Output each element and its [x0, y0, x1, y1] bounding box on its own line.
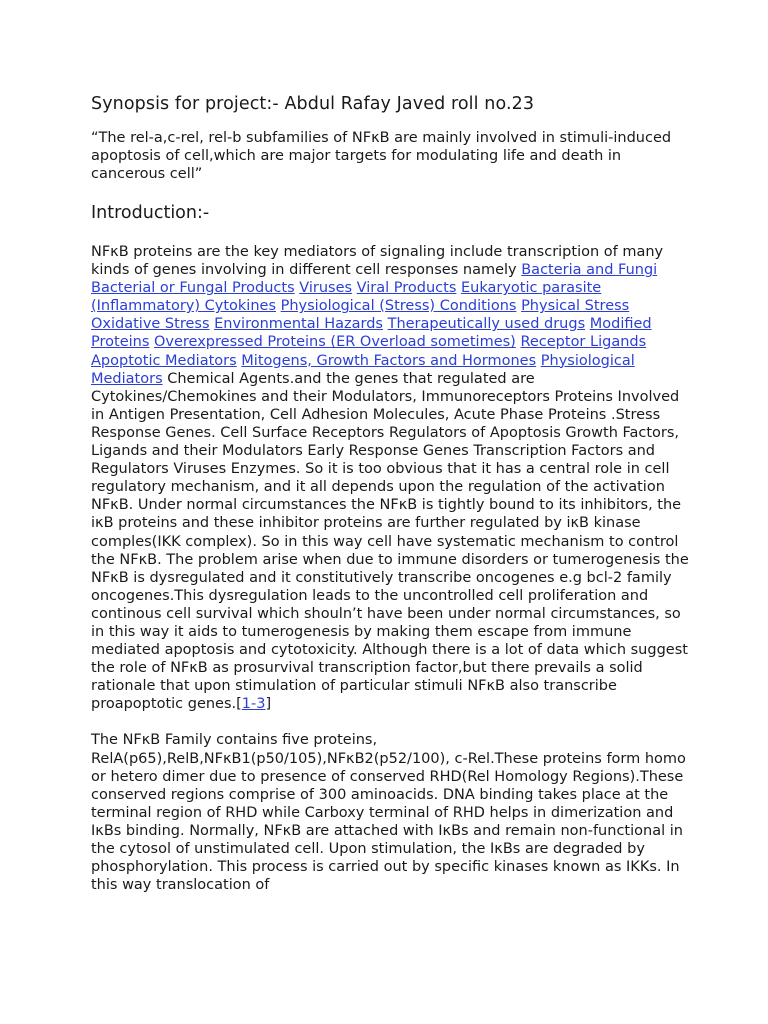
- link-viral-products[interactable]: Viral Products: [356, 280, 457, 297]
- document-title: Synopsis for project:- Abdul Rafay Javed roll no.23: [91, 94, 535, 114]
- link-eukaryotic-parasite[interactable]: Eukaryotic parasite: [461, 280, 602, 297]
- link-physiological-stress-conditions[interactable]: Physiological (Stress) Conditions: [280, 298, 517, 315]
- link-modified-proteins[interactable]: Modified Proteins: [91, 316, 652, 351]
- link-environmental-hazards[interactable]: Environmental Hazards: [214, 316, 383, 333]
- link-oxidative-stress[interactable]: Oxidative Stress: [91, 316, 210, 333]
- link-mitogens-growth-factors-hormones[interactable]: Mitogens, Growth Factors and Hormones: [241, 352, 537, 369]
- nfkb-family-paragraph: The NFκB Family contains five proteins, RelA(p65),RelB,NFκB1(p50/105),NFκB2(p52/100), c-Rel.These proteins form homo or hetero dimer due to presence of conserved RHD(Rel Homology Regions).These conserved regions comprise of 300 aminoacids. DNA binding takes place at the terminal region of RHD while Carboxy terminal of RHD helps in dimerization and IκBs binding. Normally, NFκB are attached with IκBs and remain non-functional in the cytosol of unstimulated cell. Upon stimulation, the IκBs are degraded by phosphorylation. This process is carried out by specific kinases known as IKKs. In this way translocation of: [91, 732, 686, 894]
- paragraph-text: NFκB proteins are the key mediators of signaling include transcription of many kinds of genes involving in different cell responses namely: [91, 244, 664, 279]
- link-physical-stress[interactable]: Physical Stress: [521, 298, 630, 315]
- link-inflammatory-cytokines[interactable]: (Inflammatory) Cytokines: [91, 298, 276, 315]
- citation-link[interactable]: 1-3: [241, 696, 266, 713]
- link-physiological-mediators[interactable]: Physiological Mediators: [91, 352, 635, 387]
- link-therapeutically-used-drugs[interactable]: Therapeutically used drugs: [387, 316, 586, 333]
- citation-bracket: ]: [265, 696, 272, 713]
- thesis-quote: “The rel-a,c-rel, rel-b subfamilies of NFκB are mainly involved in stimuli-induced apoptosis of cell,which are major targets for modulating life and death in cancerous cell”: [91, 130, 672, 182]
- link-overexpressed-proteins[interactable]: Overexpressed Proteins (ER Overload sometimes): [154, 334, 516, 351]
- document-body: [91, 92, 691, 912]
- link-bacterial-or-fungal-products[interactable]: Bacterial or Fungal Products: [91, 280, 295, 297]
- link-apoptotic-mediators[interactable]: Apoptotic Mediators: [91, 352, 237, 369]
- paragraph-text: Chemical Agents.and the genes that regulated are Cytokines/Chemokines and their Modulators, Immunoreceptors Proteins Involved in Antigen Presentation, Cell Adhesion Molecules, Acute Phase Proteins .Stress Response Genes. Cell Surface Receptors Regulators of Apoptosis Growth Factors, Ligands and their Modulators Early Response Genes Transcription Factors and Regulators Viruses Enzymes. So it is too obvious that it has a central role in cell regulatory mechanism, and it all depends upon the regulation of the activation NFκB. Under normal circumstances the NFκB is tightly bound to its inhibitors, the iκB proteins and these inhibitor proteins are further regulated by iκB kinase comples(IKK complex). So in this way cell have systematic mechanism to control the NFκB. The problem arise when due to immune disorders or tumerogenesis the NFκB is dysregulated and it constitutively transcribe oncogenes e.g bcl-2 family oncogenes.This dysregulation leads to the uncontrolled cell proliferation and continous cell survival which shouln’t have been under normal circumstances, so in this way it aids to tumerogenesis by making them escape from immune mediated apoptosis and cytotoxicity. Although there is a lot of data which suggest the role of NFκB as prosurvival transcription factor,but there prevails a solid rationale that upon stimulation of particular stimuli NFκB also transcribe proapoptotic genes.[: [91, 370, 689, 713]
- link-receptor-ligands[interactable]: Receptor Ligands: [520, 334, 647, 351]
- link-viruses[interactable]: Viruses: [299, 280, 353, 297]
- introduction-heading: Introduction:-: [91, 203, 210, 223]
- introduction-paragraph: [91, 243, 691, 713]
- link-bacteria-and-fungi[interactable]: Bacteria and Fungi: [521, 262, 658, 279]
